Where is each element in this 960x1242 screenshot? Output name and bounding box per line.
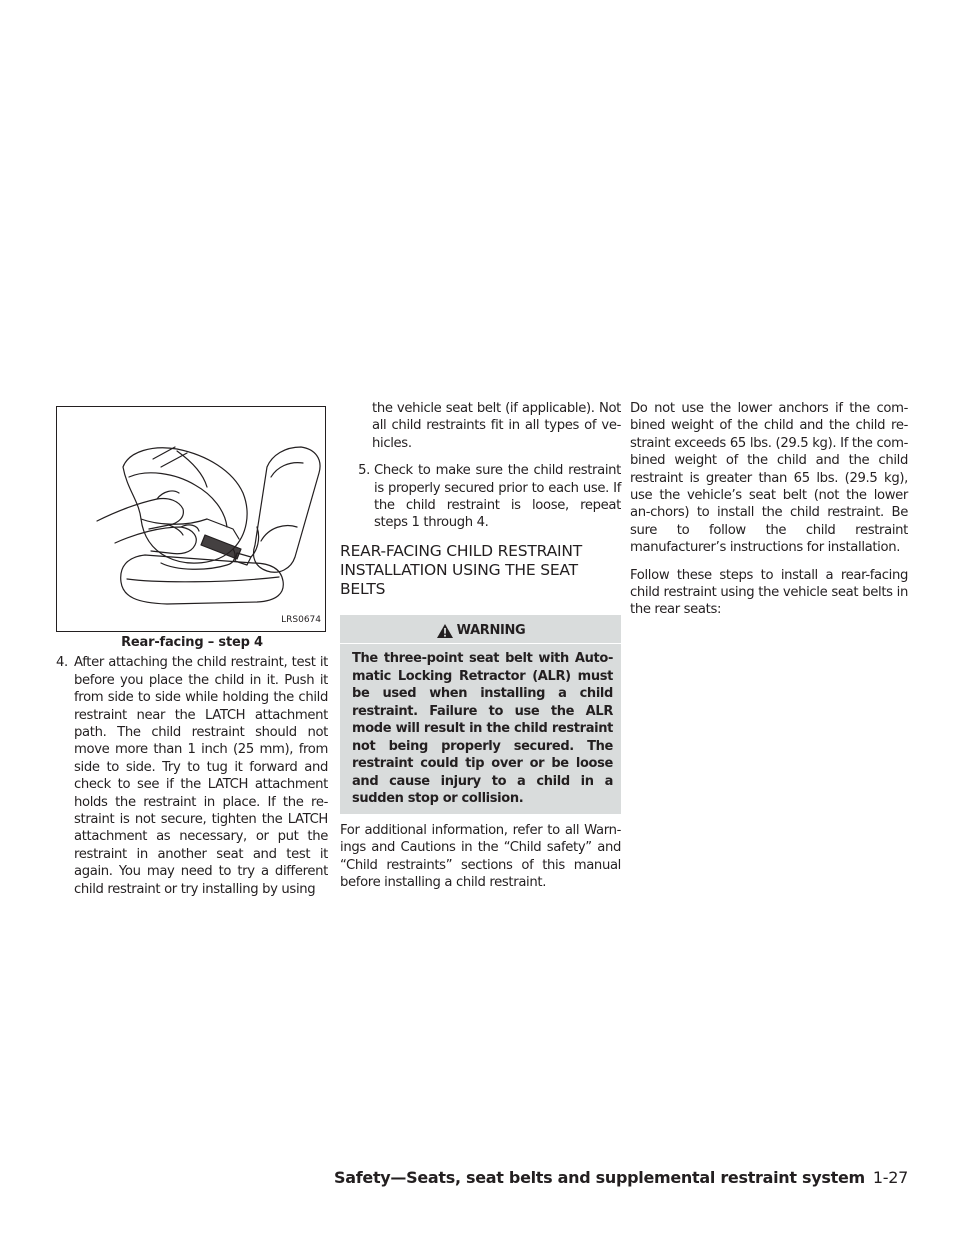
middle-column [340, 400, 621, 891]
warning-text: The three-point seat belt with Auto-matic Locking Retractor (ALR) must be used when installing a child restraint. Failure to use the ALR mode will result in the child restraint not being properly secured. The restraint could tip over or be loose and cause injury to a child in a sudden stop or collision. [352, 651, 613, 807]
step-5 [340, 462, 621, 532]
warning-icon [436, 623, 454, 639]
page-number: 1-27 [872, 1168, 908, 1187]
step-text: After attaching the child restraint, test it before you place the child in it. Push it from side to side while holding the child restraint near the LATCH attachment path. The child restraint should not move more than 1 inch (25 mm), from side to side. Try to tug it forward and check to see if the LATCH attachment holds the restraint in place. If the re-straint is not secure, tighten the LATCH attachment as necessary, or put the restraint in another seat and test it again. You may need to try a different child restraint or try installing by using [74, 655, 328, 897]
illustration-figure [56, 406, 326, 632]
left-column [56, 400, 328, 898]
right-column [630, 400, 908, 619]
step-number: 4. [56, 655, 68, 671]
child-seat-illustration [57, 407, 325, 631]
warning-label: WARNING [456, 622, 526, 638]
additional-info-paragraph: For additional information, refer to all Warn-ings and Cautions in the “Child safety” and “Child restraints” sections of this manual before installing a child restraint. [340, 822, 621, 890]
step-number: 5. [358, 463, 370, 479]
warning-header [340, 615, 621, 644]
lower-anchor-weight-paragraph: Do not use the lower anchors if the com-bined weight of the child and the child re-straint exceeds 65 lbs. (29.5 kg). If the com-bined weight of the child and the child restraint is greater than 65 lbs. (29.5 kg), use the vehicle’s seat belt (not the lower an-chors) to install the child restraint. Be sure to follow the child restraint manufacturer’s instructions for installation. [630, 401, 908, 556]
install-steps-intro: Follow these steps to install a rear-facing child restraint using the vehicle seat belts in the rear seats: [630, 567, 908, 618]
figure-code: LRS0674 [281, 614, 321, 625]
step-text: Check to make sure the child restraint is properly secured prior to each use. If the child restraint is loose, repeat steps 1 through 4. [374, 463, 621, 531]
step-4-continued: the vehicle seat belt (if applicable). Not all child restraints fit in all types of ve-hicles. [372, 401, 621, 451]
figure-caption: Rear-facing – step 4 [121, 635, 263, 650]
section-heading: REAR-FACING CHILD RESTRAINT INSTALLATION USING THE SEAT BELTS [340, 541, 583, 598]
footer-section-title: Safety—Seats, seat belts and supplemental restraint system [334, 1168, 865, 1187]
warning-box [340, 615, 621, 814]
step-4 [56, 654, 328, 898]
page-footer [334, 1168, 908, 1187]
